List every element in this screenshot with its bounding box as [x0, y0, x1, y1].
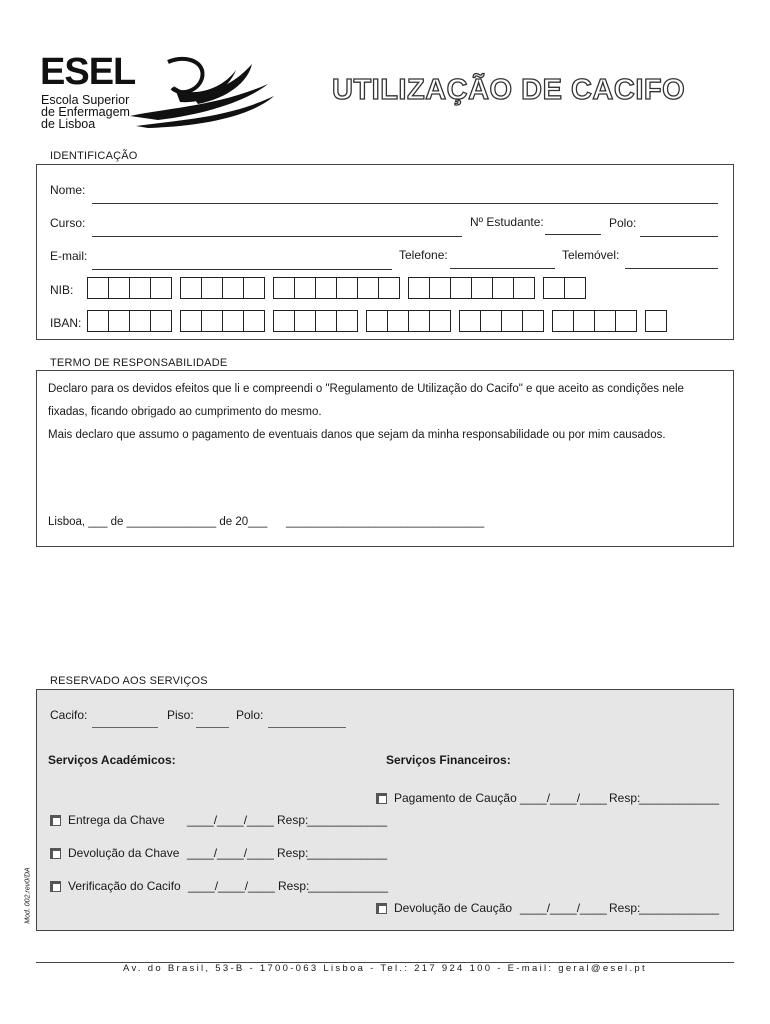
nib-group — [408, 277, 534, 299]
iban-digit-cell[interactable] — [459, 310, 481, 332]
nib-input-grid[interactable] — [87, 277, 557, 301]
nib-digit-cell[interactable] — [357, 277, 379, 299]
nib-digit-cell[interactable] — [108, 277, 130, 299]
logo-line-2: de Enfermagem — [41, 105, 130, 119]
nib-digit-cell[interactable] — [543, 277, 565, 299]
iban-digit-cell[interactable] — [315, 310, 337, 332]
piso-label: Piso: — [167, 708, 194, 722]
devolucao-chave-resp-field[interactable]: ____________ — [307, 846, 388, 860]
iban-digit-cell[interactable] — [366, 310, 388, 332]
cacifo-label: Cacifo: — [50, 708, 88, 722]
nib-digit-cell[interactable] — [243, 277, 265, 299]
telefone-label: Telefone: — [399, 248, 448, 262]
estudante-label: Nº Estudante: — [470, 215, 544, 229]
iban-digit-cell[interactable] — [129, 310, 151, 332]
devolucao-caucao-resp-field[interactable]: ____________ — [639, 901, 720, 915]
iban-digit-cell[interactable] — [180, 310, 202, 332]
nib-group — [543, 277, 585, 299]
iban-group — [645, 310, 666, 332]
iban-digit-cell[interactable] — [387, 310, 409, 332]
section-title-identificacao: IDENTIFICAÇÃO — [50, 150, 138, 162]
devolucao-caucao-resp-label: Resp: — [609, 901, 641, 915]
nib-group — [87, 277, 171, 299]
nib-group — [273, 277, 399, 299]
iban-digit-cell[interactable] — [150, 310, 172, 332]
piso-field[interactable] — [196, 727, 229, 728]
nib-digit-cell[interactable] — [150, 277, 172, 299]
iban-digit-cell[interactable] — [522, 310, 544, 332]
entrega-chave-checkbox[interactable] — [50, 815, 61, 826]
pagamento-caucao-checkbox[interactable] — [376, 793, 387, 804]
email-field[interactable] — [92, 269, 392, 270]
devolucao-chave-label: Devolução da Chave — [68, 846, 180, 860]
nib-digit-cell[interactable] — [513, 277, 535, 299]
financeiros-title: Serviços Financeiros: — [386, 753, 511, 767]
nib-digit-cell[interactable] — [180, 277, 202, 299]
entrega-chave-label: Entrega da Chave — [68, 813, 165, 827]
nib-group — [180, 277, 264, 299]
iban-digit-cell[interactable] — [273, 310, 295, 332]
form-model-code: Mod. 002.rev0/DA — [24, 867, 32, 924]
iban-digit-cell[interactable] — [294, 310, 316, 332]
iban-digit-cell[interactable] — [645, 310, 667, 332]
devolucao-caucao-date[interactable]: ____/____/____ — [520, 901, 607, 915]
pagamento-date[interactable]: ____/____/____ — [520, 791, 607, 805]
estudante-field[interactable] — [545, 234, 601, 235]
nib-digit-cell[interactable] — [336, 277, 358, 299]
iban-group — [366, 310, 450, 332]
iban-digit-cell[interactable] — [108, 310, 130, 332]
telemovel-label: Telemóvel: — [562, 248, 620, 262]
termo-signature-line[interactable]: _______________________________ — [286, 516, 485, 528]
devolucao-chave-checkbox[interactable] — [50, 848, 61, 859]
verificacao-date[interactable]: ____/____/____ — [188, 879, 275, 893]
telemovel-field[interactable] — [625, 268, 718, 269]
devolucao-caucao-checkbox[interactable] — [376, 903, 387, 914]
iban-digit-cell[interactable] — [87, 310, 109, 332]
iban-digit-cell[interactable] — [594, 310, 616, 332]
section-title-termo: TERMO DE RESPONSABILIDADE — [50, 357, 228, 369]
iban-group — [180, 310, 264, 332]
devolucao-caucao-label: Devolução de Caução — [394, 901, 513, 915]
pagamento-resp-label: Resp: — [609, 791, 641, 805]
reservado-box — [36, 689, 734, 931]
entrega-resp-field[interactable]: ____________ — [307, 813, 388, 827]
logo-line-1: Escola Superior — [41, 93, 130, 107]
cacifo-field[interactable] — [92, 727, 158, 728]
termo-line-3: Mais declaro que assumo o pagamento de eventuais danos que sejam da minha responsabilidade ou por mim causados. — [48, 429, 666, 441]
nib-digit-cell[interactable] — [315, 277, 337, 299]
iban-group — [552, 310, 636, 332]
page-title: UTILIZAÇÃO DE CACIFO — [332, 74, 686, 106]
iban-digit-cell[interactable] — [201, 310, 223, 332]
iban-group — [273, 310, 357, 332]
iban-digit-cell[interactable] — [615, 310, 637, 332]
logo-line-3: de Lisboa — [41, 117, 96, 131]
nib-digit-cell[interactable] — [492, 277, 514, 299]
verificacao-cacifo-checkbox[interactable] — [50, 881, 61, 892]
nib-digit-cell[interactable] — [564, 277, 586, 299]
wave-emblem-icon — [128, 56, 278, 128]
nome-label: Nome: — [50, 183, 86, 197]
polo-label: Polo: — [609, 216, 637, 230]
iban-digit-cell[interactable] — [573, 310, 595, 332]
nib-label: NIB: — [50, 283, 74, 297]
termo-line-2: fixadas, ficando obrigado ao cumprimento do mesmo. — [48, 406, 322, 418]
iban-digit-cell[interactable] — [501, 310, 523, 332]
nib-digit-cell[interactable] — [450, 277, 472, 299]
nib-digit-cell[interactable] — [378, 277, 400, 299]
iban-digit-cell[interactable] — [480, 310, 502, 332]
email-label: E-mail: — [50, 249, 88, 263]
esel-logo — [40, 51, 280, 131]
entrega-date[interactable]: ____/____/____ — [187, 813, 274, 827]
verificacao-cacifo-label: Verificação do Cacifo — [68, 879, 181, 893]
verificacao-resp-label: Resp: — [278, 879, 310, 893]
pagamento-resp-field[interactable]: ____________ — [639, 791, 720, 805]
nib-digit-cell[interactable] — [429, 277, 451, 299]
logo-wordmark: ESEL — [40, 51, 136, 93]
iban-label: IBAN: — [50, 316, 82, 330]
entrega-resp-label: Resp: — [277, 813, 309, 827]
nib-digit-cell[interactable] — [273, 277, 295, 299]
pagamento-caucao-label: Pagamento de Caução — [394, 791, 517, 805]
iban-group — [87, 310, 171, 332]
iban-digit-cell[interactable] — [429, 310, 451, 332]
iban-input-grid[interactable] — [87, 310, 687, 334]
nib-digit-cell[interactable] — [222, 277, 244, 299]
iban-group — [459, 310, 543, 332]
verificacao-resp-field[interactable]: ____________ — [308, 879, 389, 893]
iban-digit-cell[interactable] — [408, 310, 430, 332]
polo-field[interactable] — [640, 236, 718, 237]
nib-digit-cell[interactable] — [294, 277, 316, 299]
telefone-field[interactable] — [450, 268, 555, 269]
iban-digit-cell[interactable] — [336, 310, 358, 332]
devolucao-chave-date[interactable]: ____/____/____ — [187, 846, 274, 860]
academicos-title: Serviços Académicos: — [48, 753, 176, 767]
iban-digit-cell[interactable] — [222, 310, 244, 332]
nib-digit-cell[interactable] — [408, 277, 430, 299]
nib-digit-cell[interactable] — [129, 277, 151, 299]
footer-address: Av. do Brasil, 53-B - 1700-063 Lisboa - Tel.: 217 924 100 - E-mail: geral@esel.pt — [123, 963, 647, 974]
devolucao-chave-resp-label: Resp: — [277, 846, 309, 860]
nib-digit-cell[interactable] — [87, 277, 109, 299]
reservado-polo-label: Polo: — [236, 708, 264, 722]
nome-field[interactable] — [92, 203, 718, 204]
termo-date-line[interactable]: Lisboa, ___ de ______________ de 20___ — [48, 516, 268, 528]
termo-line-1: Declaro para os devidos efeitos que li e compreendi o "Regulamento de Utilização do Cacifo" e que aceito as condições nele — [48, 383, 684, 395]
curso-label: Curso: — [50, 216, 86, 230]
reservado-polo-field[interactable] — [268, 727, 346, 728]
section-title-reservado: RESERVADO AOS SERVIÇOS — [50, 675, 208, 687]
curso-field[interactable] — [92, 236, 462, 237]
nib-digit-cell[interactable] — [471, 277, 493, 299]
nib-digit-cell[interactable] — [201, 277, 223, 299]
iban-digit-cell[interactable] — [243, 310, 265, 332]
iban-digit-cell[interactable] — [552, 310, 574, 332]
